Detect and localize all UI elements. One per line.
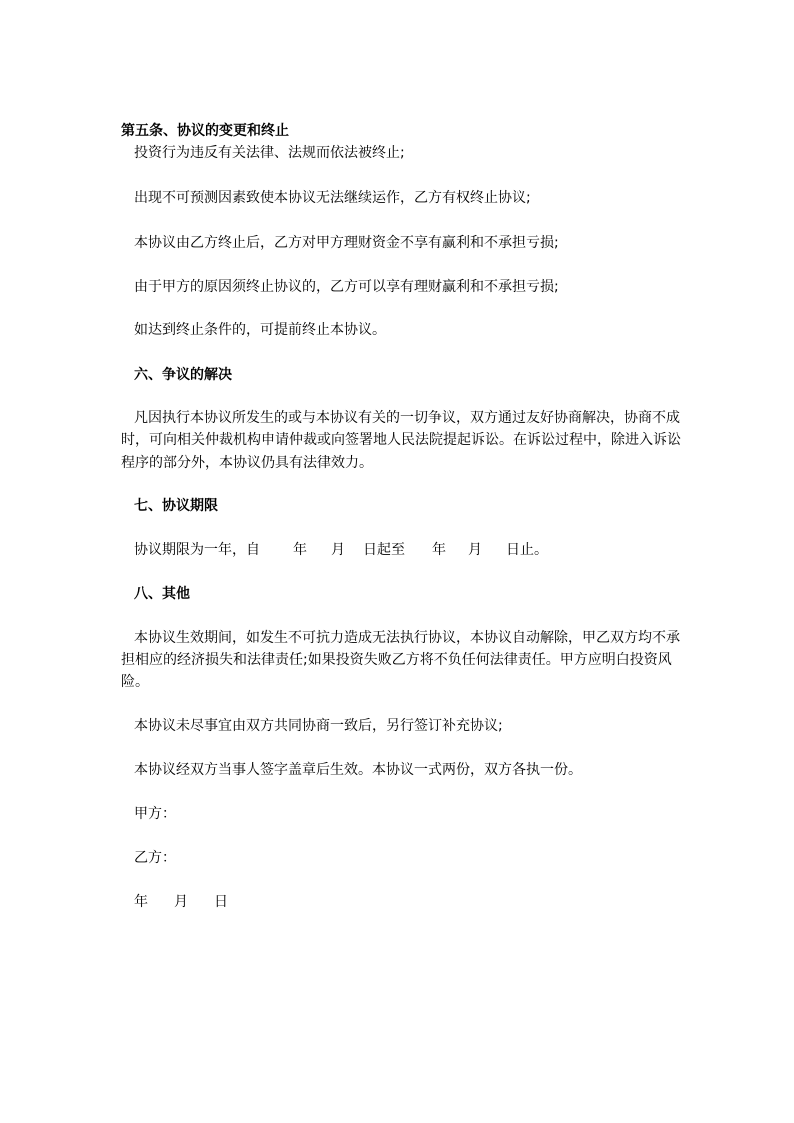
section8-para1-line-2: 担相应的经济损失和法律责任;如果投资失败乙方将不负任何法律责任。甲方应明白投资风: [121, 652, 672, 668]
section5-item-3: 本协议由乙方终止后，乙方对甲方理财资金不享有赢利和不承担亏损;: [134, 235, 559, 251]
section5-item-4: 由于甲方的原因须终止协议的，乙方可以享有理财赢利和不承担亏损;: [134, 279, 559, 295]
section5-item-5: 如达到终止条件的，可提前终止本协议。: [134, 322, 386, 338]
term-prefix: 协议期限为一年，自: [134, 542, 260, 558]
party-a-label: 甲方：: [134, 806, 176, 822]
section6-line-2: 时，可向相关仲裁机构申请仲裁或向签署地人民法院提起诉讼。在诉讼过程中，除进入诉讼: [121, 432, 681, 448]
term-year-1: 年: [293, 542, 307, 558]
date-year: 年: [134, 894, 148, 910]
date-month: 月: [174, 894, 188, 910]
term-day-1: 日起至: [363, 542, 405, 558]
section8-para1-line-3: 险。: [121, 674, 149, 690]
section5-title: 第五条、协议的变更和终止: [121, 123, 289, 139]
term-day-2: 日止。: [506, 542, 548, 558]
term-month-1: 月: [331, 542, 345, 558]
term-month-2: 月: [468, 542, 482, 558]
section6-line-3: 程序的部分外，本协议仍具有法律效力。: [121, 455, 373, 471]
section8-para2: 本协议未尽事宜由双方共同协商一致后，另行签订补充协议;: [134, 718, 503, 734]
section5-item-2: 出现不可预测因素致使本协议无法继续运作，乙方有权终止协议;: [134, 190, 531, 206]
section8-title: 八、其他: [134, 586, 190, 602]
section7-title: 七、协议期限: [134, 498, 218, 514]
section7-term: [134, 541, 548, 559]
term-year-2: 年: [432, 542, 446, 558]
section5-item-1: 投资行为违反有关法律、法规而依法被终止;: [134, 145, 405, 161]
section8-para1-line-1: 本协议生效期间，如发生不可抗力造成无法执行协议，本协议自动解除，甲乙双方均不承: [134, 630, 680, 646]
signature-date: [134, 893, 228, 911]
section8-para3: 本协议经双方当事人签字盖章后生效。本协议一式两份，双方各执一份。: [134, 762, 582, 778]
section6-title: 六、争议的解决: [134, 367, 232, 383]
party-b-label: 乙方：: [134, 850, 176, 866]
date-day: 日: [214, 894, 228, 910]
section6-line-1: 凡因执行本协议所发生的或与本协议有关的一切争议，双方通过友好协商解决，协商不成: [134, 410, 680, 426]
